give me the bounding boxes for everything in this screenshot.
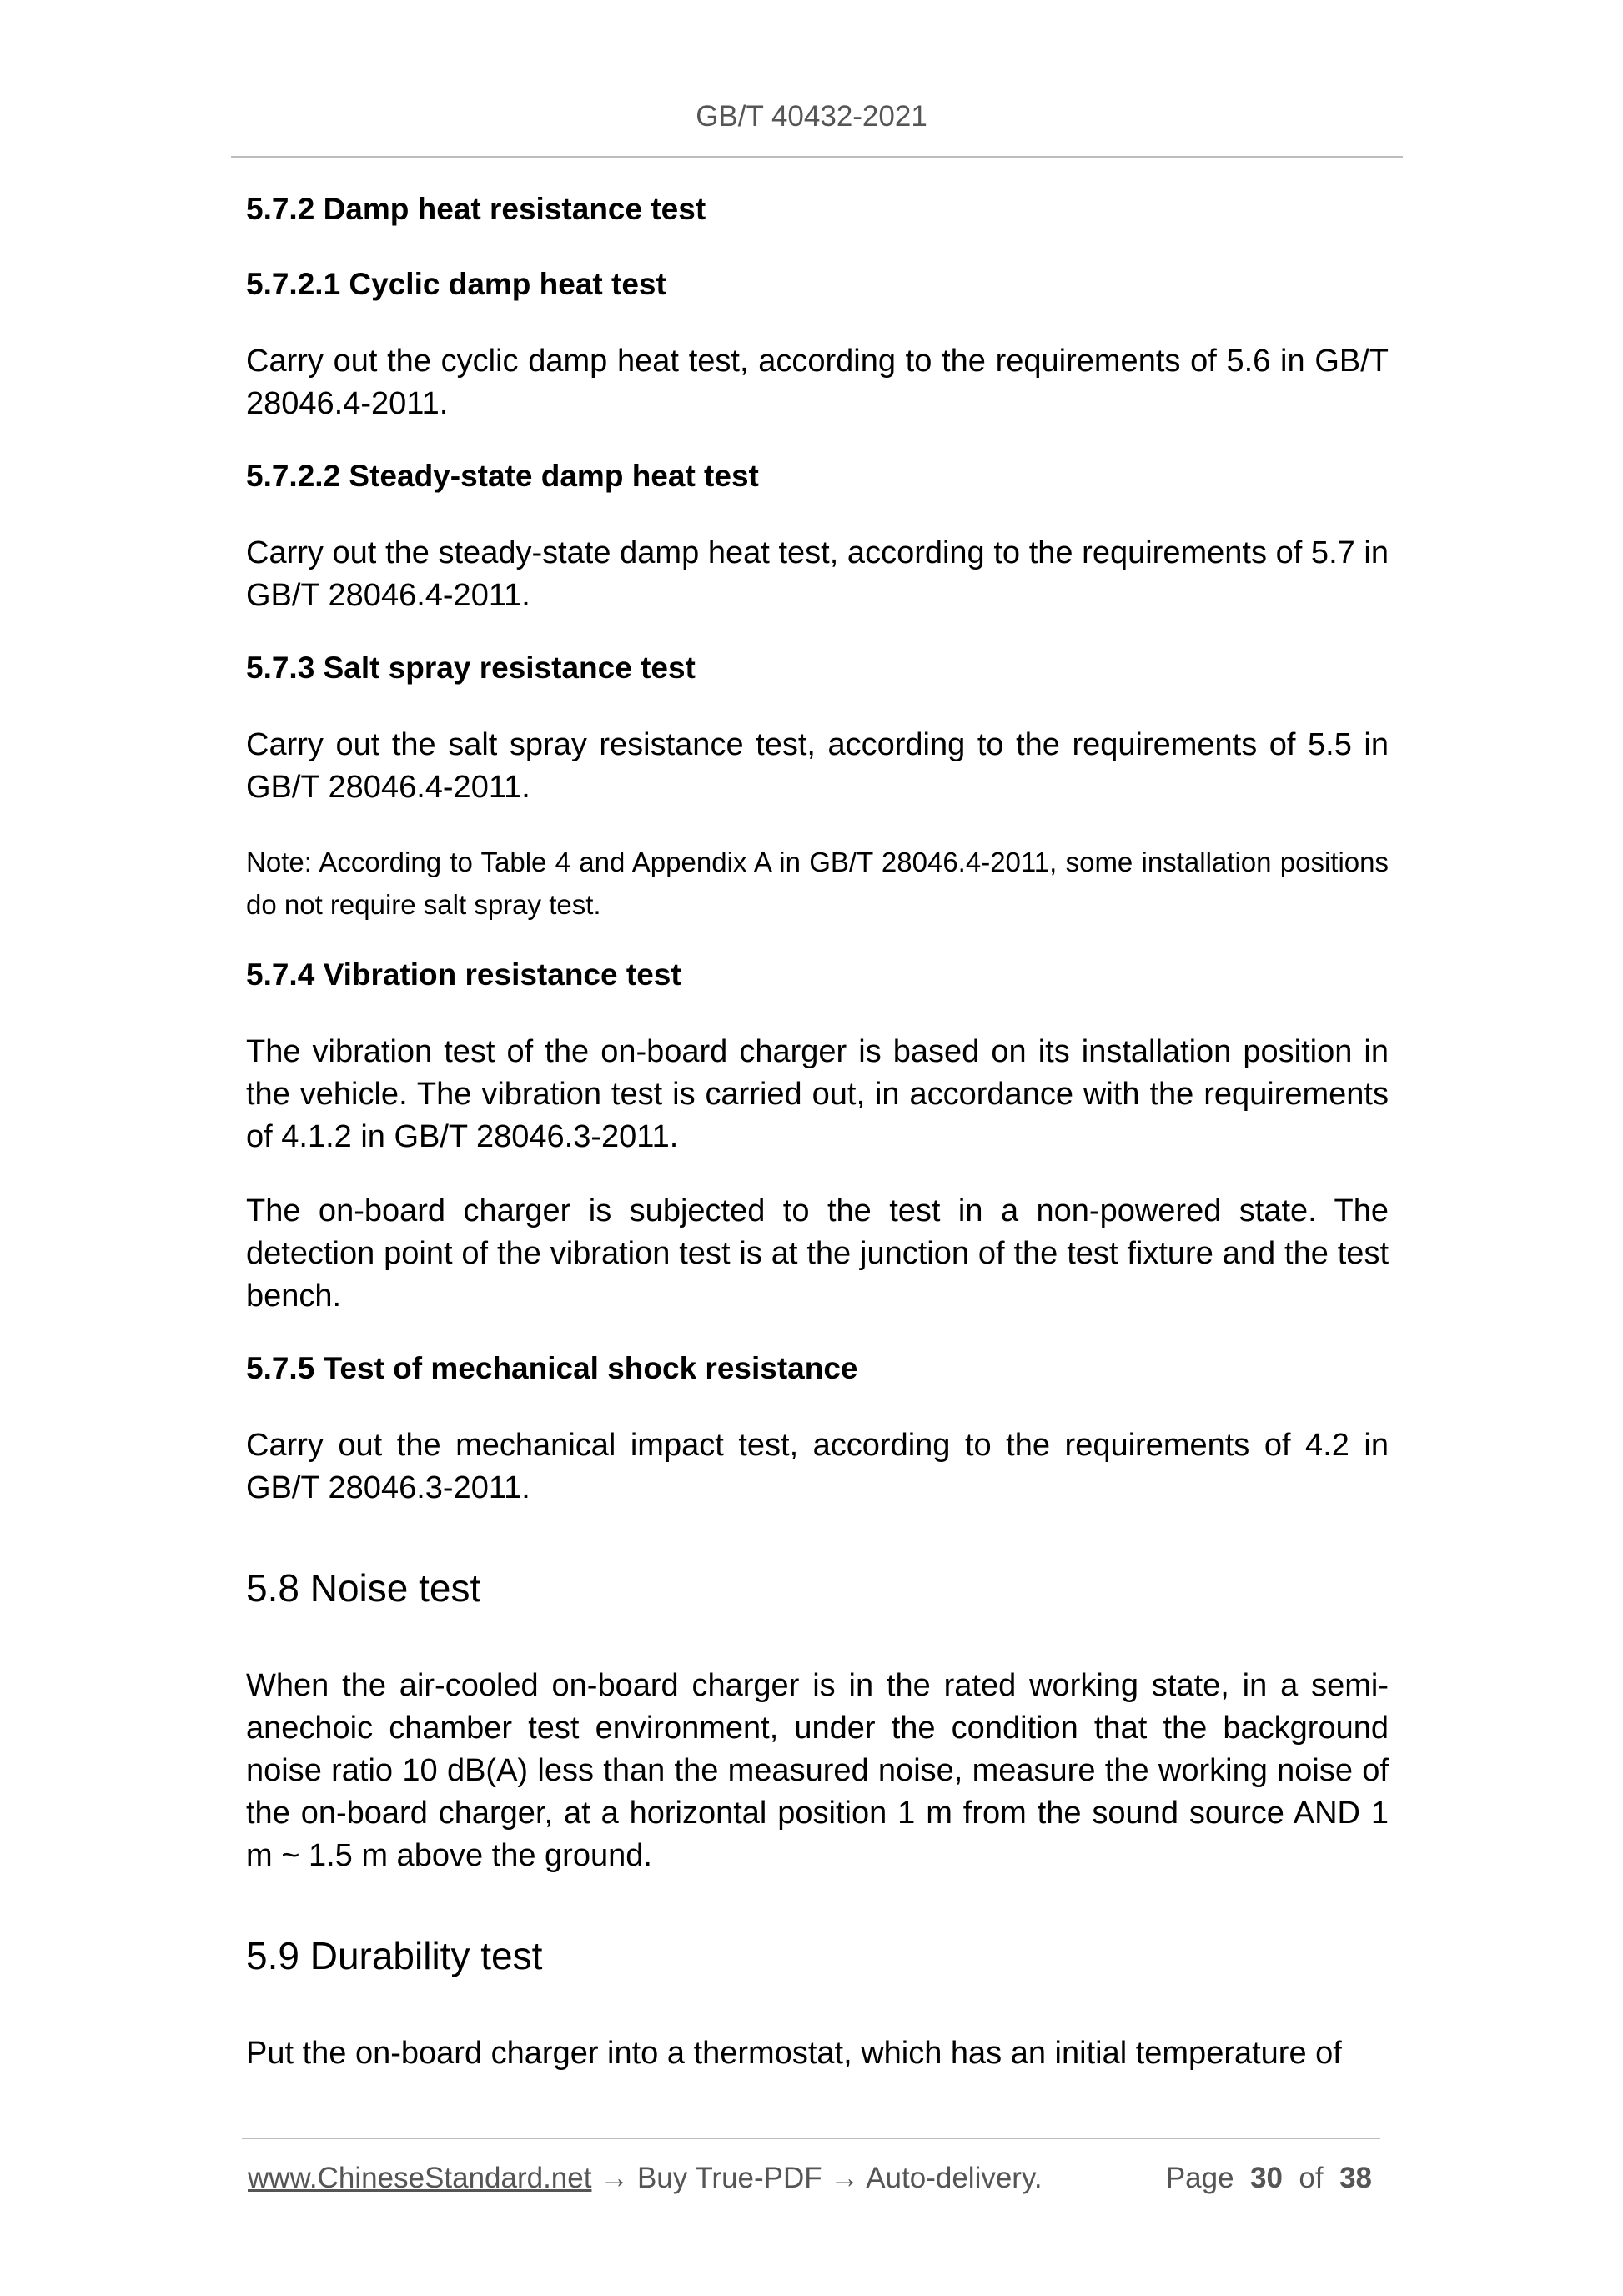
paragraph-5-7-4-a: The vibration test of the on-board charger is based on its installation position in the vehicle. The vibration test is carried out, in accordance with the requirements of 4.1.2 in GB/T 28046.3-2011. — [246, 1034, 1389, 1154]
current-page: 30 — [1250, 2162, 1283, 2194]
heading-5-7-2-1: 5.7.2.1 Cyclic damp heat test — [246, 267, 666, 301]
buy-pdf-text: Buy True-PDF — [636, 2162, 822, 2194]
heading-5-7-5: 5.7.5 Test of mechanical shock resistance — [246, 1351, 858, 1385]
heading-5-8: 5.8 Noise test — [246, 1566, 481, 1610]
footer-divider — [242, 2138, 1380, 2139]
header-divider — [231, 156, 1403, 158]
heading-5-7-4: 5.7.4 Vibration resistance test — [246, 957, 681, 992]
page-footer — [248, 2158, 1382, 2198]
paragraph-5-8: When the air-cooled on-board charger is in the rated working state, in a semi-anechoic chamber test environment, under the condition that the background noise ratio 10 dB(A) less than the measured noise, measure the working noise of the on-board charger, at a horizontal position 1 m from the sound source AND 1 m ~ 1.5 m above the ground. — [246, 1668, 1389, 1873]
paragraph-5-7-5: Carry out the mechanical impact test, according to the requirements of 4.2 in GB/T 28046.3-2011. — [246, 1428, 1389, 1505]
page-header: GB/T 40432-2021 — [696, 100, 927, 133]
total-pages: 38 — [1339, 2162, 1372, 2194]
document-body — [246, 190, 1389, 2107]
heading-5-9: 5.9 Durability test — [246, 1934, 543, 1977]
website-link[interactable]: www.ChineseStandard.net — [248, 2162, 592, 2194]
paragraph-5-7-2-2: Carry out the steady-state damp heat test, according to the requirements of 5.7 in GB/T 28046.4-2011. — [246, 535, 1389, 613]
page-number — [1166, 2158, 1372, 2198]
note-5-7-3: Note: According to Table 4 and Appendix A in GB/T 28046.4-2011, some installation positions do not require salt spray test. — [246, 847, 1389, 920]
paragraph-5-9: Put the on-board charger into a thermostat, which has an initial temperature of — [246, 2036, 1342, 2071]
arrow-right-icon: → — [830, 2162, 860, 2194]
page-label: Page — [1165, 2162, 1234, 2194]
paragraph-5-7-4-b: The on-board charger is subjected to the test in a non-powered state. The detection point of the vibration test is at the junction of the test fixture and the test bench. — [246, 1193, 1389, 1314]
arrow-right-icon: → — [600, 2162, 630, 2194]
heading-5-7-2: 5.7.2 Damp heat resistance test — [246, 192, 706, 226]
footer-promo — [248, 2158, 1043, 2198]
of-label: of — [1299, 2162, 1324, 2194]
auto-delivery-text: Auto-delivery. — [866, 2162, 1043, 2194]
paragraph-5-7-2-1: Carry out the cyclic damp heat test, according to the requirements of 5.6 in GB/T 28046.4-2011. — [246, 344, 1389, 421]
heading-5-7-2-2: 5.7.2.2 Steady-state damp heat test — [246, 459, 759, 493]
heading-5-7-3: 5.7.3 Salt spray resistance test — [246, 651, 696, 685]
paragraph-5-7-3: Carry out the salt spray resistance test, according to the requirements of 5.5 in GB/T 28046.4-2011. — [246, 727, 1389, 805]
